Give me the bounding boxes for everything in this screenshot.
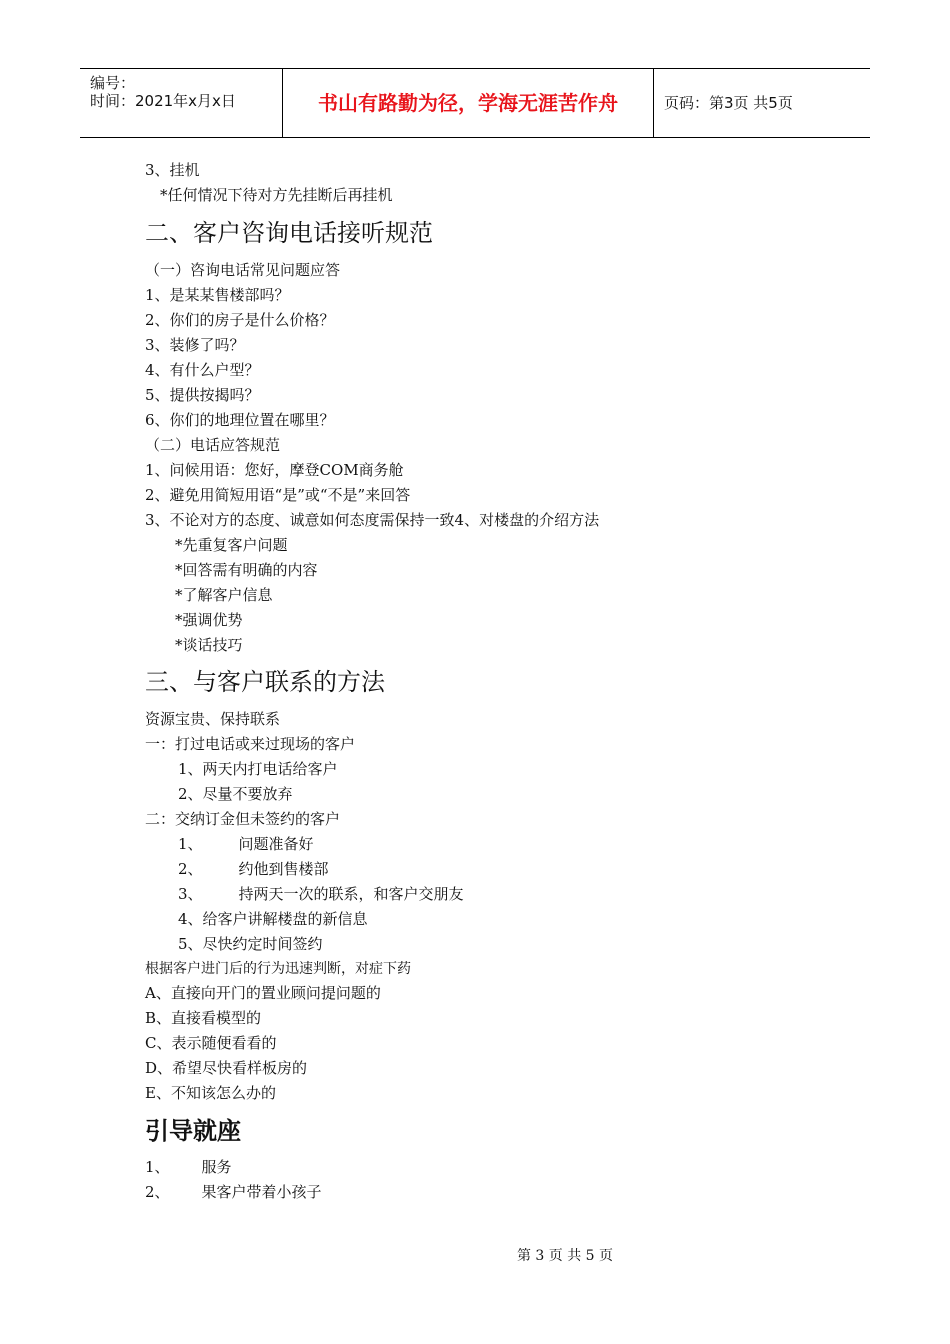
header-motto: 书山有路勤为径，学海无涯苦作舟 <box>283 69 654 137</box>
text-line: 4、给客户讲解楼盘的新信息 <box>178 910 368 928</box>
list-marker: 2、 <box>145 1183 170 1201</box>
text-line: *回答需有明确的内容 <box>175 561 318 579</box>
list-text: 约他到售楼部 <box>238 860 329 878</box>
text-line: 5、尽快约定时间签约 <box>178 935 323 953</box>
header-meta <box>80 69 283 137</box>
text-line: 2、尽量不要放弃 <box>178 785 293 803</box>
text-line: *先重复客户问题 <box>175 536 288 554</box>
text-line: （一）咨询电话常见问题应答 <box>145 261 341 279</box>
time-label: 时间：2021年x月x日 <box>90 92 236 110</box>
text-line: 资源宝贵、保持联系 <box>145 710 281 728</box>
text-line: 1、是某某售楼部吗？ <box>145 286 290 304</box>
page-footer <box>0 1246 950 1266</box>
list-marker: 3、 <box>178 885 203 903</box>
footer-page-number: 第 3 页 共 5 页 <box>516 1248 614 1264</box>
text-line: *谈话技巧 <box>175 636 243 654</box>
text-line: C、表示随便看看的 <box>145 1034 277 1052</box>
section-heading: 二、客户咨询电话接听规范 <box>145 219 433 247</box>
text-line: （二）电话应答规范 <box>145 436 281 454</box>
list-item <box>178 859 329 879</box>
text-line: *强调优势 <box>175 611 243 629</box>
text-line: 1、问候用语：您好，摩登COM商务舱 <box>145 461 404 479</box>
text-line: 2、避免用简短用语“是”或“不是”来回答 <box>145 486 411 504</box>
list-marker: 2、 <box>178 860 203 878</box>
list-item <box>145 1182 322 1202</box>
text-line: 2、你们的房子是什么价格？ <box>145 311 335 329</box>
text-line: 6、你们的地理位置在哪里？ <box>145 411 335 429</box>
text-line: A、直接向开门的置业顾问提问题的 <box>145 984 381 1002</box>
list-item <box>145 1157 232 1177</box>
list-item <box>178 884 464 904</box>
list-text: 果客户带着小孩子 <box>201 1183 322 1201</box>
list-item <box>178 834 314 854</box>
text-line: 5、提供按揭吗？ <box>145 386 260 404</box>
section-heading: 引导就座 <box>145 1117 241 1145</box>
header-page-info: 页码：第3页 共5页 <box>664 94 793 112</box>
text-line: 根据客户进门后的行为迅速判断，对症下药 <box>145 961 411 977</box>
text-line: *任何情况下待对方先挂断后再挂机 <box>160 186 393 204</box>
text-line: D、希望尽快看样板房的 <box>145 1059 308 1077</box>
list-text: 问题准备好 <box>238 835 314 853</box>
text-line: E、不知该怎么办的 <box>145 1084 276 1102</box>
text-line: *了解客户信息 <box>175 586 273 604</box>
list-marker: 1、 <box>178 835 203 853</box>
section-heading: 三、与客户联系的方法 <box>145 668 385 696</box>
list-text: 服务 <box>201 1158 232 1176</box>
text-line: 4、有什么户型？ <box>145 361 260 379</box>
page-header <box>80 68 870 138</box>
text-line: 1、两天内打电话给客户 <box>178 760 338 778</box>
text-line: 二：交纳订金但未签约的客户 <box>145 810 341 828</box>
text-line: B、直接看模型的 <box>145 1009 262 1027</box>
number-label: 编号： <box>90 74 136 92</box>
list-marker: 1、 <box>145 1158 170 1176</box>
list-text: 持两天一次的联系，和客户交朋友 <box>238 885 464 903</box>
text-line: 3、不论对方的态度、诚意如何态度需保持一致4、对楼盘的介绍方法 <box>145 511 600 529</box>
text-line: 3、装修了吗？ <box>145 336 245 354</box>
text-line: 3、挂机 <box>145 161 200 179</box>
text-line: 一：打过电话或来过现场的客户 <box>145 735 356 753</box>
